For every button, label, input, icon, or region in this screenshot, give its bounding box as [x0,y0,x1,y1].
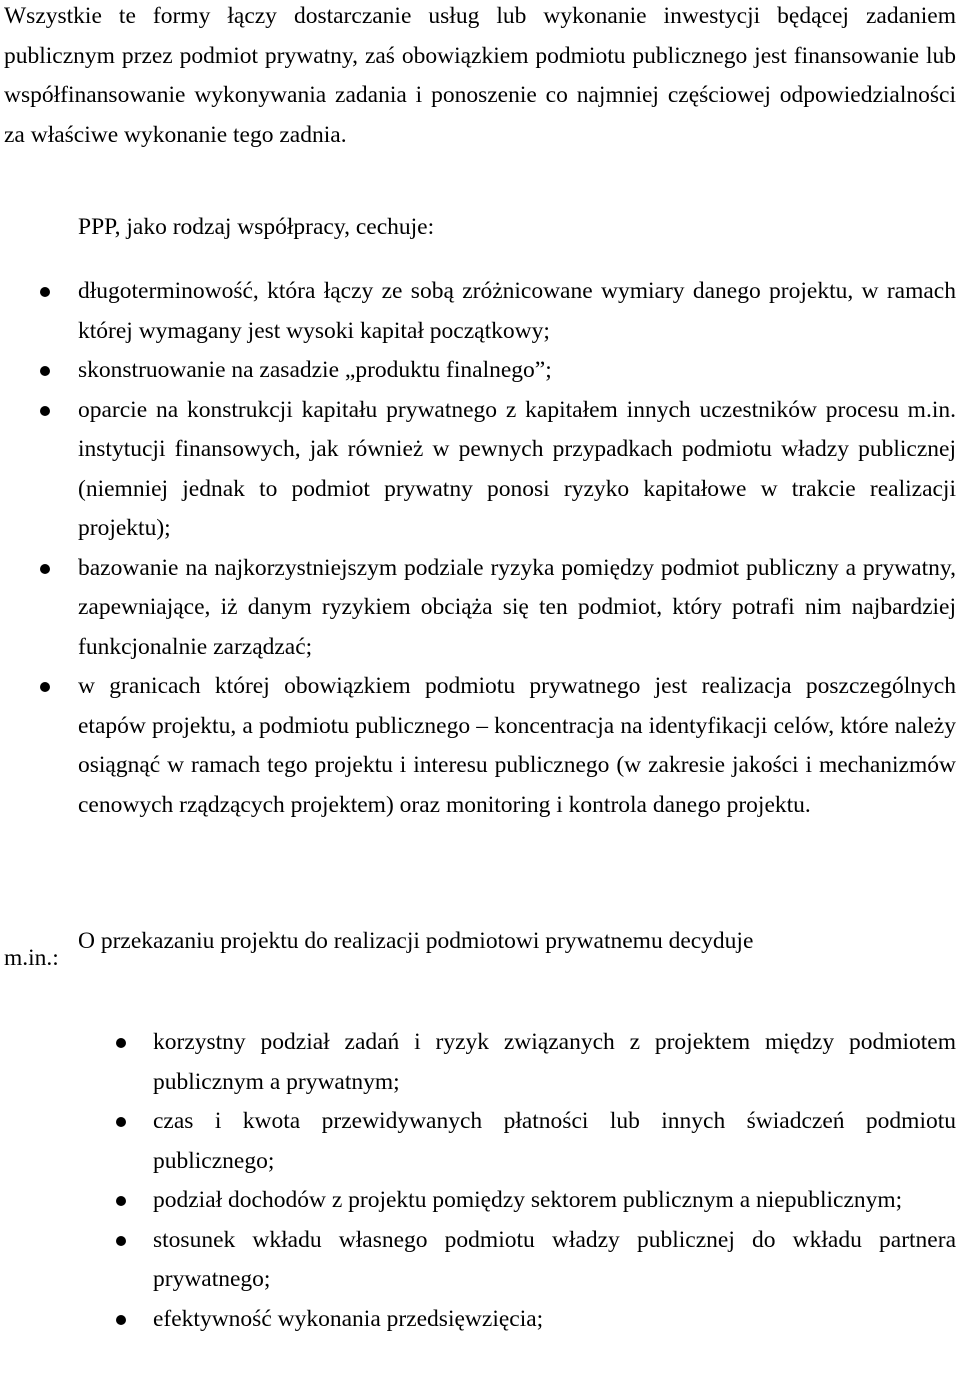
ppp-features-lead: PPP, jako rodzaj współpracy, cechuje: [78,214,435,240]
list-item-text: długoterminowość, która łączy ze sobą zróżnicowane wymiary danego projektu, w ramach której wymagany jest wysoki kapitał początkowy; [78,278,956,344]
list-item [153,1023,956,1102]
bullet-icon [40,287,50,297]
decision-factors-lead-tail: m.in.: [4,945,59,971]
list-item [153,1181,956,1221]
list-item-text: efektywność wykonania przedsięwzięcia; [153,1305,544,1332]
bullet-icon [116,1117,126,1127]
list-item [153,1221,956,1300]
list-item [78,351,956,391]
list-item [78,667,956,825]
intro-paragraph: Wszystkie te formy łączy dostarczanie usług lub wykonanie inwestycji będącej zadaniem publicznym przez podmiot prywatny, zaś obowiązkiem podmiotu publicznego jest finansowanie lub współfinansowanie wykonywania zadania i ponoszenie co najmniej częściowej odpowiedzialności za właściwe wykonanie tego zadnia. [4,3,956,148]
list-item-text: bazowanie na najkorzystniejszym podziale ryzyka pomiędzy podmiot publiczny a prywatny, zapewniające, iż danym ryzykiem obciąża się ten podmiot, który potrafi nim najbardziej funkcjonalnie zarządzać; [78,554,956,660]
list-item-text: korzystny podział zadań i ryzyk związanych z projektem między podmiotem publicznym a prywatnym; [153,1029,956,1095]
bullet-icon [40,406,50,416]
bullet-icon [116,1196,126,1206]
list-item-text: skonstruowanie na zasadzie „produktu finalnego”; [78,357,552,383]
bullet-icon [40,564,50,574]
list-item-text: oparcie na konstrukcji kapitału prywatnego z kapitałem innych uczestników procesu m.in. instytucji finansowych, jak również w pewnych przypadkach podmiotu władzy publicznej (niemniej jednak to podmiot prywatny ponosi ryzyko kapitałowe w trakcie realizacji projektu); [78,396,956,541]
decision-factors-list [153,1023,956,1339]
list-item [153,1102,956,1181]
list-item [78,272,956,351]
bullet-icon [40,366,50,376]
list-item-text: stosunek wkładu własnego podmiotu władzy publicznej do wkładu partnera prywatnego; [153,1226,956,1292]
ppp-features-list [78,272,956,825]
list-item-text: podział dochodów z projektu pomiędzy sektorem publicznym a niepublicznym; [153,1187,903,1213]
list-item-text: czas i kwota przewidywanych płatności lub innych świadczeń podmiotu publicznego; [153,1108,956,1174]
list-item [78,549,956,668]
bullet-icon [116,1236,126,1246]
decision-factors-lead: O przekazaniu projektu do realizacji podmiotowi prywatnemu decyduje [78,928,754,954]
list-item-text: w granicach której obowiązkiem podmiotu prywatnego jest realizacja poszczególnych etapów projektu, a podmiotu publicznego – koncentracja na identyfikacji celów, które należy osiągnąć w ramach tego projektu i interesu publicznego (w zakresie jakości i mechanizmów cenowych rządzących projektem) oraz monitoring i kontrola danego projektu. [78,673,956,818]
bullet-icon [116,1038,126,1048]
bullet-icon [40,682,50,692]
bullet-icon [116,1315,126,1325]
list-item [153,1300,956,1340]
list-item [78,391,956,549]
